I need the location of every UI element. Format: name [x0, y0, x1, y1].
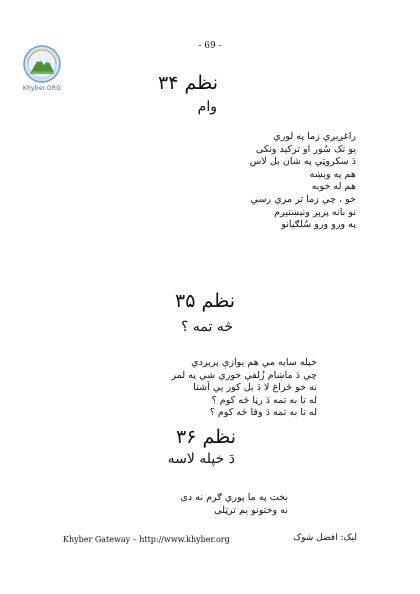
verse-line: هم په وېښه: [309, 168, 356, 180]
verse-line: يو تک سُور او ترکيد ونکی: [255, 143, 356, 155]
verse-line: هم له خوبه: [311, 181, 356, 193]
poem-subtitle: دَ خپله لاسه: [167, 451, 235, 467]
poem-title: نظم ۳۵: [175, 290, 235, 312]
verse-line: نه خو څراغ لا دَ بل کور يي آشنا: [193, 382, 317, 394]
verse-line: راغږېږي زما په لوري: [273, 131, 356, 142]
logo-caption: Khyber.ORG: [22, 85, 62, 92]
footer-author: ليک: افضل شوک: [293, 533, 357, 543]
poem-title: نظم ۳۴: [158, 72, 218, 94]
poem-title: نظم ۳۶: [176, 426, 236, 448]
verse-line: چي دَ ماښام زُلفي خوري شي په لمر: [171, 369, 317, 381]
verse-line: له تا به تمه دَ رڼا څه کوم ؟: [211, 394, 317, 406]
verse-line: بخت په ما پوري ګرم نه دی: [180, 492, 288, 503]
verse-line: نو بانه پرېږ ونېښتيږم: [274, 206, 356, 218]
poem-subtitle: وام: [197, 99, 217, 115]
poem-subtitle: څه تمه ؟: [181, 319, 233, 335]
verse-line: دَ سکروټي په شان بل لاس: [249, 156, 356, 168]
poem-body: [171, 357, 317, 420]
verse-line: له تا به تمه دَ وفا څه کوم ؟: [209, 407, 317, 419]
verse-line: په ورو ورو سُلګيانو: [281, 219, 356, 231]
verse-line: خو ، چي زما تر مري رسي: [250, 193, 356, 205]
page-number: - 69 -: [198, 41, 222, 51]
verse-line: نه وختونو يم ترټلی: [214, 504, 288, 516]
poem-body: [250, 131, 356, 232]
footer-source-link[interactable]: Khyber Gateway – http://www.khyber.org: [63, 535, 230, 544]
poem-body: [180, 492, 288, 517]
site-logo: [14, 44, 70, 92]
verse-line: خپله سايه مي هم يوازې پرېږدي: [191, 357, 317, 368]
